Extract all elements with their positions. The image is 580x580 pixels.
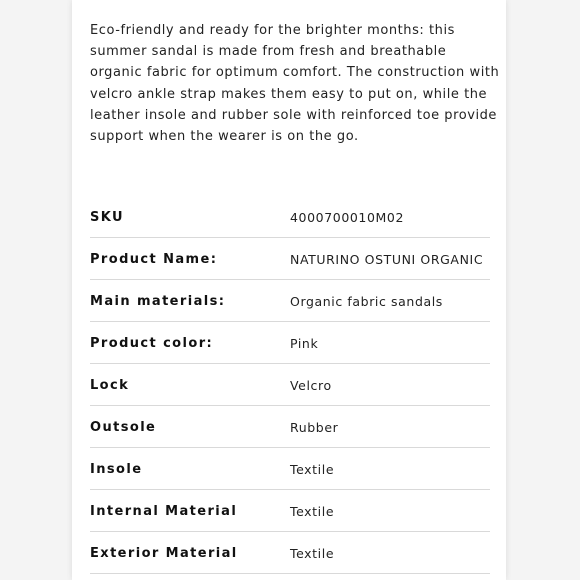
spec-label: Product Name: [90,252,218,267]
spec-row-product-name [90,238,490,280]
product-description: Eco-friendly and ready for the brighter months: this summer sandal is made from fresh and breathable organic fabric for optimum comfort. The construction with velcro ankle strap makes them easy to put on, while the leather insole and rubber sole with reinforced toe provide support when the wearer is on the go. [90,23,500,145]
spec-label: Product color: [90,336,214,351]
spec-row-exterior-material [90,532,490,574]
spec-row-main-materials [90,280,490,322]
spec-row-sku [90,196,490,238]
spec-label: Exterior Material [90,546,238,561]
spec-label: Internal Material [90,504,238,519]
spec-label: Main materials: [90,294,226,309]
product-specs-table [90,196,490,574]
spec-row-outsole [90,406,490,448]
spec-value: Textile [290,462,335,477]
spec-value: Velcro [290,378,332,393]
spec-value: NATURINO OSTUNI ORGANIC [290,252,484,267]
spec-row-lock [90,364,490,406]
spec-value: Textile [290,504,335,519]
spec-row-internal-material [90,490,490,532]
spec-value: Pink [290,336,319,351]
spec-value: Rubber [290,420,339,435]
spec-label: Outsole [90,420,157,435]
spec-label: Lock [90,378,130,393]
spec-row-insole [90,448,490,490]
product-details-panel [72,0,506,580]
spec-label: Insole [90,462,143,477]
spec-value: 4000700010M02 [290,210,405,225]
spec-label: SKU [90,210,124,225]
spec-row-product-color [90,322,490,364]
spec-value: Organic fabric sandals [290,294,443,309]
spec-value: Textile [290,546,335,561]
